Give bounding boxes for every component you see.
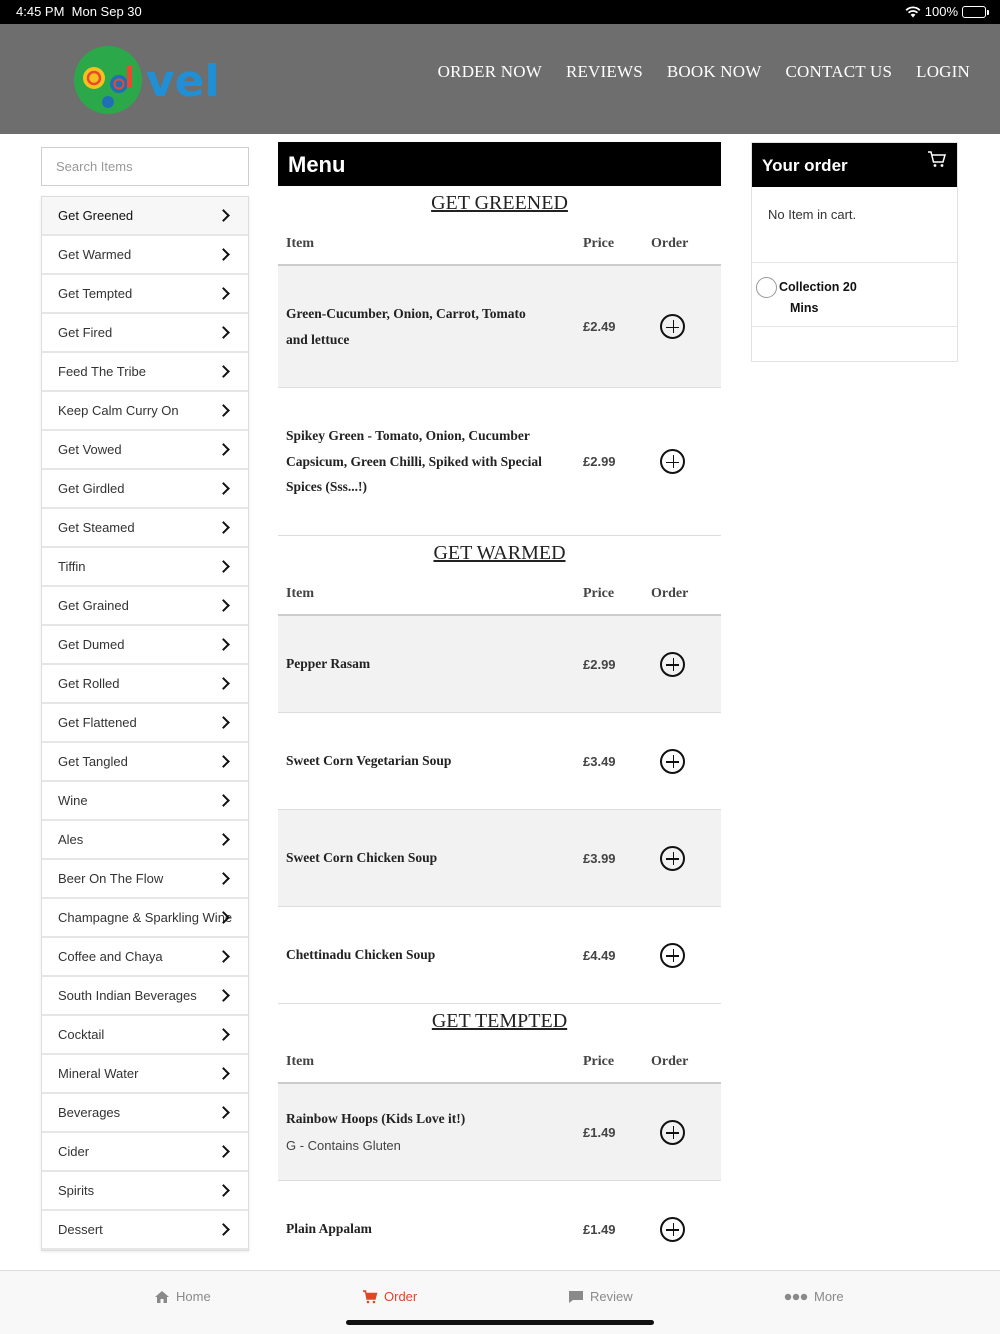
sidebar-item[interactable] bbox=[42, 1133, 248, 1172]
sidebar-item[interactable] bbox=[42, 392, 248, 431]
add-item-button[interactable] bbox=[660, 943, 685, 968]
column-item: Item bbox=[286, 586, 314, 601]
chevron-right-icon bbox=[217, 287, 230, 300]
menu-item-name: Green-Cucumber, Onion, Carrot, Tomato and lettuce bbox=[286, 306, 526, 347]
sidebar-item[interactable] bbox=[42, 782, 248, 821]
sidebar-item[interactable] bbox=[42, 1094, 248, 1133]
vel-logo[interactable] bbox=[72, 44, 242, 116]
sidebar-item-label: Spirits bbox=[58, 1183, 95, 1198]
sidebar-item-label: Get Flattened bbox=[58, 715, 137, 730]
chevron-right-icon bbox=[217, 365, 230, 378]
order-title: Your order bbox=[762, 156, 848, 175]
wifi-icon bbox=[905, 6, 921, 18]
sidebar-item-label: Get Tangled bbox=[58, 754, 128, 769]
menu-item-price: £2.99 bbox=[583, 656, 616, 672]
logo-text: vel bbox=[146, 56, 220, 107]
add-item-button[interactable] bbox=[660, 449, 685, 474]
chevron-right-icon bbox=[217, 716, 230, 729]
menu-item-name: Chettinadu Chicken Soup bbox=[286, 947, 436, 963]
sidebar-item-label: Champagne & Sparkling Wine bbox=[58, 910, 233, 925]
battery-percent: 100% bbox=[924, 4, 958, 19]
menu-panel bbox=[278, 142, 721, 1270]
tab-review[interactable]: Review bbox=[568, 1289, 633, 1304]
nav-contact-us[interactable]: CONTACT US bbox=[785, 62, 893, 81]
sidebar-item[interactable] bbox=[42, 860, 248, 899]
column-item: Item bbox=[286, 236, 314, 251]
menu-item-price: £1.49 bbox=[583, 1221, 616, 1237]
sidebar-item-label: Get Warmed bbox=[58, 247, 132, 262]
column-price: Price bbox=[583, 236, 615, 251]
sidebar-item[interactable] bbox=[42, 197, 248, 236]
add-item-button[interactable] bbox=[660, 652, 685, 677]
menu-item-name: Sweet Corn Chicken Soup bbox=[286, 850, 438, 866]
chevron-right-icon bbox=[217, 482, 230, 495]
sidebar-item-label: Get Steamed bbox=[58, 520, 135, 535]
menu-item-price: £3.49 bbox=[583, 753, 616, 769]
chevron-right-icon bbox=[217, 560, 230, 573]
sidebar-item[interactable] bbox=[42, 821, 248, 860]
collection-label: Collection 20 bbox=[779, 280, 857, 294]
comment-icon bbox=[568, 1290, 584, 1304]
menu-item-name: Rainbow Hoops (Kids Love it!) G - Contains Gluten bbox=[286, 1106, 548, 1159]
menu-item-note: G - Contains Gluten bbox=[286, 1138, 401, 1153]
menu-item-row bbox=[278, 1084, 721, 1181]
sidebar-item[interactable] bbox=[42, 509, 248, 548]
sidebar-item-label: Cocktail bbox=[58, 1027, 105, 1042]
more-dots-icon bbox=[784, 1293, 808, 1301]
battery-icon bbox=[962, 6, 986, 18]
add-item-button[interactable] bbox=[660, 1217, 685, 1242]
sidebar-item[interactable] bbox=[42, 743, 248, 782]
sidebar-item[interactable] bbox=[42, 977, 248, 1016]
column-item: Item bbox=[286, 1054, 314, 1069]
search-input[interactable]: Search Items bbox=[41, 147, 249, 186]
chevron-right-icon bbox=[217, 1106, 230, 1119]
add-item-button[interactable] bbox=[660, 1120, 685, 1145]
column-order: Order bbox=[651, 236, 689, 251]
sidebar-item[interactable] bbox=[42, 587, 248, 626]
chevron-right-icon bbox=[217, 521, 230, 534]
sidebar-item-label: Dessert bbox=[58, 1222, 103, 1237]
menu-title: Menu bbox=[278, 142, 721, 186]
sidebar-item[interactable] bbox=[42, 353, 248, 392]
sidebar-item-label: Tiffin bbox=[58, 559, 86, 574]
status-bar bbox=[0, 0, 1000, 24]
chevron-right-icon bbox=[217, 872, 230, 885]
tab-home[interactable]: Home bbox=[154, 1289, 211, 1304]
menu-item-row bbox=[278, 907, 721, 1004]
collection-radio[interactable] bbox=[756, 277, 777, 298]
chevron-right-icon bbox=[217, 950, 230, 963]
status-time: 4:45 PM Mon Sep 30 bbox=[16, 4, 142, 19]
sidebar-item[interactable] bbox=[42, 548, 248, 587]
site-header bbox=[0, 24, 1000, 134]
tab-more[interactable]: More bbox=[784, 1289, 844, 1304]
menu-item-name: Sweet Corn Vegetarian Soup bbox=[286, 753, 452, 769]
sidebar-item[interactable] bbox=[42, 1016, 248, 1055]
sidebar-item-label: Beer On The Flow bbox=[58, 871, 164, 886]
menu-item-row bbox=[278, 388, 721, 536]
menu-item-price: £2.49 bbox=[583, 319, 616, 334]
sidebar-item-label: Get Rolled bbox=[58, 676, 120, 691]
chevron-right-icon bbox=[217, 1067, 230, 1080]
sidebar-item[interactable] bbox=[42, 1055, 248, 1094]
menu-item-row bbox=[278, 810, 721, 907]
sidebar-item-label: Feed The Tribe bbox=[58, 364, 146, 379]
sidebar-item[interactable] bbox=[42, 1211, 248, 1250]
chevron-right-icon bbox=[217, 404, 230, 417]
chevron-right-icon bbox=[217, 326, 230, 339]
nav-book-now[interactable]: BOOK NOW bbox=[666, 62, 762, 81]
sidebar-item-label: Beverages bbox=[58, 1105, 121, 1120]
sidebar-item-label: Get Dumed bbox=[58, 637, 125, 652]
sidebar-item[interactable] bbox=[42, 431, 248, 470]
sidebar-item-label: South Indian Beverages bbox=[58, 988, 197, 1003]
sidebar-item[interactable] bbox=[42, 899, 248, 938]
menu-item-row bbox=[278, 616, 721, 713]
sidebar-item-label: Get Greened bbox=[58, 208, 134, 223]
menu-item-price: £3.99 bbox=[583, 850, 616, 866]
sidebar-item-label: Get Grained bbox=[58, 598, 129, 613]
add-item-button[interactable] bbox=[660, 846, 685, 871]
chevron-right-icon bbox=[217, 989, 230, 1002]
sidebar-item[interactable] bbox=[42, 626, 248, 665]
sidebar-item-label: Mineral Water bbox=[58, 1066, 139, 1081]
chevron-right-icon bbox=[217, 794, 230, 807]
cart-icon[interactable] bbox=[927, 150, 947, 168]
sidebar-item-label: Get Tempted bbox=[58, 286, 133, 301]
sidebar-item[interactable] bbox=[42, 314, 248, 353]
chevron-right-icon bbox=[217, 443, 230, 456]
add-item-button[interactable] bbox=[660, 749, 685, 774]
section-title: GET GREENED bbox=[431, 192, 568, 214]
sidebar-item[interactable] bbox=[42, 470, 248, 509]
nav-login[interactable]: LOGIN bbox=[916, 62, 970, 81]
menu-item-row bbox=[278, 266, 721, 388]
sidebar-item-label: Get Vowed bbox=[58, 442, 122, 457]
chevron-right-icon bbox=[217, 677, 230, 690]
chevron-right-icon bbox=[217, 248, 230, 261]
menu-item-row bbox=[278, 713, 721, 810]
sidebar-item-label: Keep Calm Curry On bbox=[58, 403, 179, 418]
menu-item-row bbox=[278, 1181, 721, 1270]
sidebar-item[interactable] bbox=[42, 665, 248, 704]
add-item-button[interactable] bbox=[660, 314, 685, 339]
chevron-right-icon bbox=[217, 833, 230, 846]
category-list bbox=[41, 196, 249, 1251]
menu-item-name: Pepper Rasam bbox=[286, 656, 371, 672]
status-right bbox=[905, 4, 986, 19]
chevron-right-icon bbox=[217, 209, 230, 222]
sidebar-item-label: Coffee and Chaya bbox=[58, 949, 163, 964]
chevron-right-icon bbox=[217, 1145, 230, 1158]
menu-item-name: Spikey Green - Tomato, Onion, Cucumber Capsicum, Green Chilli, Spiked with Special Spices (Sss...!) bbox=[286, 428, 542, 495]
order-header bbox=[752, 143, 957, 187]
home-icon bbox=[154, 1290, 170, 1304]
column-price: Price bbox=[583, 1054, 615, 1069]
sidebar-item-label: Get Fired bbox=[58, 325, 113, 340]
column-order: Order bbox=[651, 1054, 689, 1069]
collection-option[interactable] bbox=[752, 263, 957, 327]
collection-label-mins: Mins bbox=[790, 301, 819, 315]
chevron-right-icon bbox=[217, 599, 230, 612]
sidebar-item-label: Cider bbox=[58, 1144, 90, 1159]
empty-cart-text: No Item in cart. bbox=[752, 187, 957, 263]
nav-reviews[interactable]: REVIEWS bbox=[565, 62, 643, 81]
tab-order[interactable]: Order bbox=[362, 1289, 417, 1304]
main-nav bbox=[438, 62, 970, 82]
column-header bbox=[278, 224, 721, 266]
chevron-right-icon bbox=[217, 1184, 230, 1197]
sidebar-item[interactable] bbox=[42, 1172, 248, 1211]
sidebar-item[interactable] bbox=[42, 938, 248, 977]
sidebar-item[interactable] bbox=[42, 236, 248, 275]
menu-item-name: Plain Appalam bbox=[286, 1221, 372, 1237]
column-header bbox=[278, 574, 721, 616]
menu-item-price: £4.49 bbox=[583, 947, 616, 963]
sidebar-item-label: Ales bbox=[58, 832, 84, 847]
chevron-right-icon bbox=[217, 1028, 230, 1041]
sidebar-item-label: Wine bbox=[58, 793, 88, 808]
column-header bbox=[278, 1042, 721, 1084]
sidebar-item[interactable] bbox=[42, 704, 248, 743]
sidebar-item[interactable] bbox=[42, 275, 248, 314]
chevron-right-icon bbox=[217, 638, 230, 651]
order-panel bbox=[751, 142, 958, 362]
menu-item-price: £2.99 bbox=[583, 454, 616, 469]
sidebar-item-label: Get Girdled bbox=[58, 481, 125, 496]
cart-icon bbox=[362, 1290, 378, 1304]
chevron-right-icon bbox=[217, 755, 230, 768]
section-title: GET WARMED bbox=[433, 542, 566, 564]
nav-order-now[interactable]: ORDER NOW bbox=[437, 62, 542, 81]
home-indicator bbox=[346, 1320, 654, 1325]
column-price: Price bbox=[583, 586, 615, 601]
chevron-right-icon bbox=[217, 1223, 230, 1236]
section-title: GET TEMPTED bbox=[431, 1010, 568, 1032]
column-order: Order bbox=[651, 586, 689, 601]
menu-item-price: £1.49 bbox=[583, 1124, 616, 1140]
